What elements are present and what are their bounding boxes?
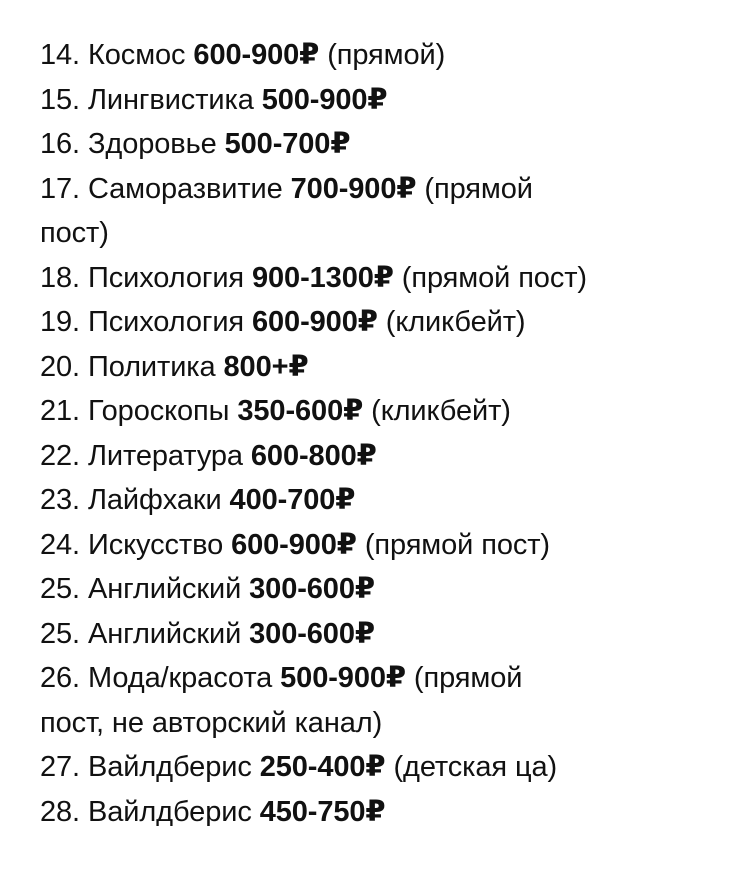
list-item-18: [40, 256, 730, 301]
item-price: 300-600₽: [249, 617, 375, 650]
list-item-17: [40, 167, 730, 212]
list-item-15: [40, 78, 730, 123]
item-price: 600-900₽: [193, 39, 320, 71]
item-note: (прямой): [319, 39, 446, 71]
item-label: 21. Гороскопы: [40, 395, 238, 427]
list-item-27: [40, 745, 730, 790]
item-label: 25. Английский: [40, 573, 250, 605]
list-item-22: [40, 434, 730, 479]
item-price: 300-600₽: [249, 573, 375, 605]
item-note: (прямой: [405, 662, 523, 694]
item-label: 19. Психология: [40, 306, 252, 338]
list-item-23: [40, 478, 730, 523]
item-label: пост, не авторский канал): [40, 706, 383, 739]
item-label: 17. Саморазвитие: [40, 172, 291, 205]
item-price: 600-900₽: [231, 528, 357, 561]
list-item-20: [40, 345, 730, 390]
item-price: 400-700₽: [229, 484, 356, 516]
item-label: 25. Английский: [40, 617, 250, 650]
item-note: (прямой: [416, 172, 533, 205]
item-note: (кликбейт): [377, 306, 526, 338]
list-item-26: [40, 656, 730, 701]
item-label: 22. Литература: [40, 439, 251, 472]
item-price: 800+₽: [223, 350, 309, 383]
item-label: 14. Космос: [40, 39, 194, 71]
item-label: 28. Вайлдберис: [40, 795, 260, 826]
item-price: 350-600₽: [237, 395, 364, 427]
item-note: (детская ца): [385, 751, 558, 783]
item-label: 27. Вайлдберис: [40, 751, 260, 783]
item-label: 18. Психология: [40, 261, 252, 294]
item-price: 900-1300₽: [252, 261, 394, 294]
item-note: (прямой пост): [356, 528, 550, 561]
item-label: 24. Искусство: [40, 528, 232, 561]
item-price: 500-700₽: [224, 128, 351, 160]
list-item-26-continuation: [40, 701, 730, 746]
list-item-28: [40, 790, 730, 827]
list-item-25a: [40, 567, 730, 612]
item-price: 500-900₽: [261, 83, 388, 116]
list-item-16: [40, 122, 730, 167]
item-note: (прямой пост): [393, 261, 587, 294]
list-item-19: [40, 300, 730, 345]
item-price: 450-750₽: [259, 795, 386, 826]
item-label: 20. Политика: [40, 350, 224, 383]
list-item-17-continuation: [40, 211, 730, 256]
item-price: 600-900₽: [252, 306, 378, 338]
item-label: 15. Лингвистика: [40, 83, 262, 116]
item-label: пост): [40, 217, 109, 249]
item-price: 700-900₽: [290, 172, 417, 205]
item-label: 16. Здоровье: [40, 128, 225, 160]
price-list: [40, 33, 730, 826]
list-item-21: [40, 389, 730, 434]
item-label: 23. Лайфхаки: [40, 484, 230, 516]
item-note: (кликбейт): [363, 395, 511, 427]
list-item-25b: [40, 612, 730, 657]
item-price: 500-900₽: [280, 662, 406, 694]
item-price: 600-800₽: [250, 439, 377, 472]
item-price: 250-400₽: [259, 751, 386, 783]
list-item-14: [40, 33, 730, 78]
list-item-24: [40, 523, 730, 568]
item-label: 26. Мода/красота: [40, 662, 281, 694]
